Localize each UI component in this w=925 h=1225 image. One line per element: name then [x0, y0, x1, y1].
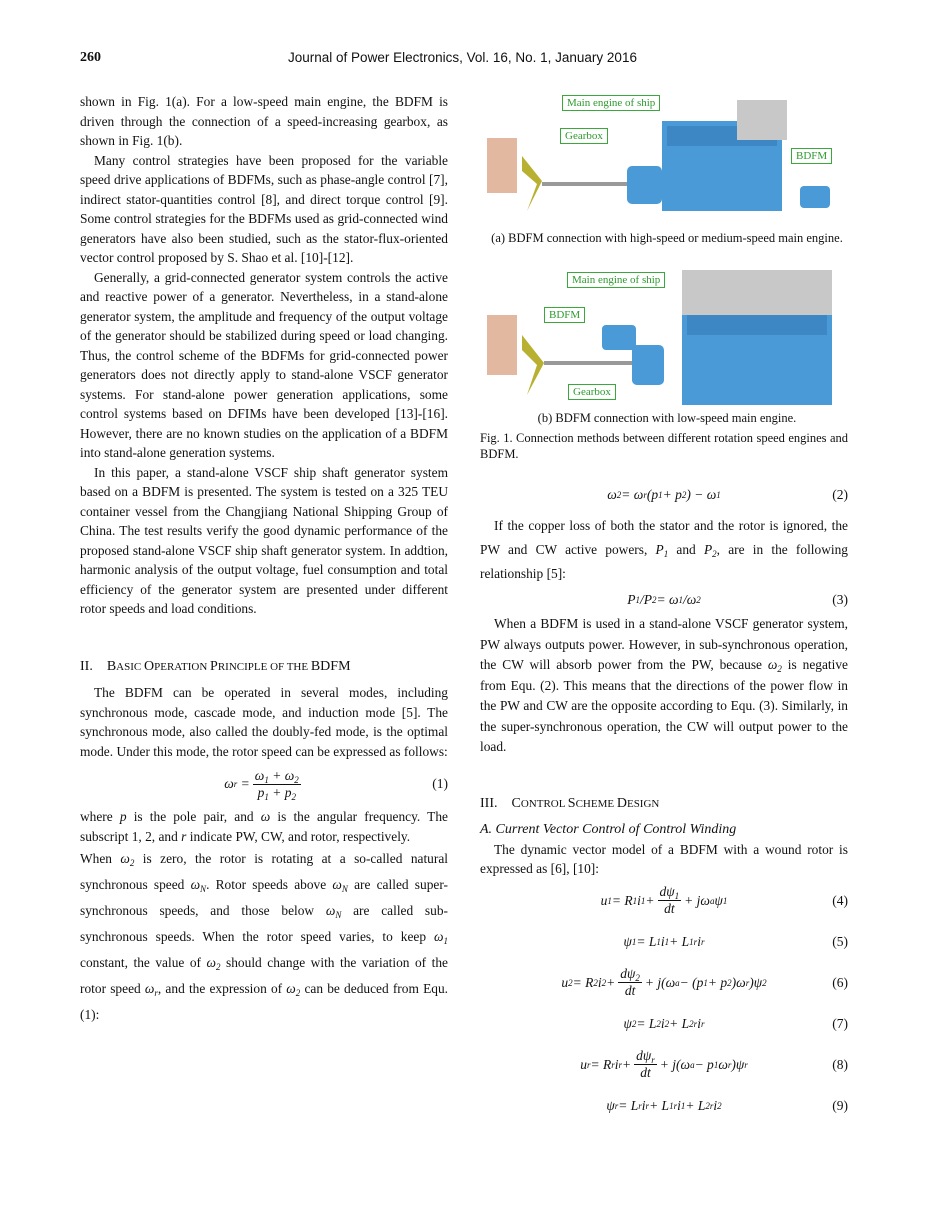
figure-1a	[482, 86, 848, 226]
math-symbol: $\omega_r$	[144, 981, 158, 998]
section-heading-2: II. BASIC OPERATION PRINCIPLE OF THE BDFM	[80, 658, 351, 674]
equation-9: ψ r = L r i r + L 1r i 1 + L 2r i 2 (9)	[606, 1097, 848, 1113]
math-symbol: r	[181, 828, 187, 844]
math-symbol: $\omega_1$	[434, 929, 448, 946]
label-bdfm: BDFM	[544, 307, 585, 323]
math-symbol: $P_1$	[655, 542, 669, 559]
equation-7: ψ 2 = L 2 i 2 + L 2r i r (7)	[623, 1015, 848, 1031]
label-main-engine: Main engine of ship	[562, 95, 660, 111]
paragraph: When a BDFM is used in a stand-alone VSCF generator system, PW always outputs power. However, in sub-synchronous operation, the CW will absorb power from the PW, because $\omega_2$ is negative from Equ. (2). This means that the directions of the power flow in the PW and CW are the opposite according to Equ. (3). Similarly, in the super-synchronous operation, the CW will output power to the load.	[480, 616, 848, 754]
equation-4: u 1 = R 1 i 1 + $\frac{d\psi_1}{dt}$ + jω a ψ 1 (4)	[600, 884, 848, 916]
paragraph: shown in Fig. 1(a). For a low-speed main engine, the BDFM is driven through the connection of a speed-increasing gearbox, as shown in Fig. 1(b).	[80, 94, 448, 148]
math-symbol: $\omega_N$	[325, 903, 342, 920]
paragraph: When $\omega_2$ is zero, the rotor is rotating at a so-called natural synchronous speed $\omega_N$. Rotor speeds above $\omega_N$ are called super-synchronous speeds, and those below $\omega_N$ are called sub-synchronous speeds. When the rotor speed varies, to keep $\omega_1$ constant, the value of $\omega_2$ should change with the variation of the rotor speed $\omega_r$, and the expression of $\omega_2$ can be deduced from Equ. (1):	[80, 851, 449, 1022]
label-gearbox: Gearbox	[560, 128, 608, 144]
math-symbol: $\omega_N$	[332, 877, 348, 894]
math-symbol: $\omega_N$	[190, 877, 207, 894]
math-symbol: $\omega_2$	[286, 981, 301, 998]
equation-6: u 2 = R 2 i 2 + $\frac{d\psi_2}{dt}$ + j(ω a − (p 1 + p 2 )ω r )ψ 2 (6)	[561, 966, 848, 998]
caption-1b: (b) BDFM connection with low-speed main engine.	[537, 411, 797, 425]
equation-3: P 1 /P 2 = ω 1 /ω 2 (3)	[627, 592, 848, 608]
equation-8: u r = R r i r + $\frac{d\psi_r}{dt}$ + j(ω a − p 1 ω r )ψ r (8)	[580, 1048, 848, 1080]
left-column	[80, 92, 448, 1028]
label-gearbox: Gearbox	[568, 384, 616, 400]
equation-2: ω 2 = ω r (p 1 + p 2 ) − ω 1 (2)	[607, 487, 848, 503]
figure-caption: Fig. 1. Connection methods between different rotation speed engines and BDFM.	[480, 431, 848, 461]
math-symbol: $\omega_2$	[206, 955, 221, 972]
label-main-engine: Main engine of ship	[567, 272, 665, 288]
paragraph: If the copper loss of both the stator and the rotor is ignored, the PW and CW active powers, $P_1$ and $P_2$, are in the following relationship [5]:	[480, 518, 848, 581]
label-bdfm: BDFM	[791, 148, 832, 164]
math-symbol: ω	[260, 809, 271, 824]
paragraph: The BDFM can be operated in several modes, including synchronous mode, cascade mode, and induction mode [5]. The synchronous mode, also called the doubly-fed mode, is the optimal mode. Under this mode, the rotor speed can be expressed as follows:	[80, 685, 448, 759]
paragraph: The dynamic vector model of a BDFM with a wound rotor is expressed as [6], [10]:	[480, 841, 848, 876]
paragraph: In this paper, a stand-alone VSCF ship shaft generator system based on a BDFM is presented. The system is tested on a 325 TEU container vessel from the Changjiang National Shipping Group of China. The test results verify the good dynamic performance of the proposed stand-alone VSCF ship shaft generator system. In addtion, harmonic analysis of the output voltage, fuel consumption and total efficiency of the generator system are presented under different rotor speeds and load conditions.	[80, 464, 448, 616]
math-symbol: $\omega_2$	[767, 657, 782, 674]
section-heading-3: III. CONTROL SCHEME DESIGN	[480, 795, 660, 811]
paragraph: Generally, a grid-connected generator system controls the active and reactive power of a generator. Nevertheless, in a stand-alone generator system, the amplitude and frequency of the output voltage of the generator should be stabilized during speed or load changing. Thus, the control scheme of the BDFMs for grid-connected power generators does not directly apply to stand-alone VSCF generator systems. For stand-alone power generation applications, some control systems based on DFIMs have been developed [13]-[16]. However, there are no known studies on the application of a BDFM into stand-alone generation systems.	[80, 269, 448, 460]
equation-5: ψ 1 = L 1 i 1 + L 1r i r (5)	[623, 933, 848, 949]
math-symbol: $P_2$	[703, 542, 717, 559]
math-symbol: $\omega_2$	[120, 851, 135, 868]
paragraph: Many control strategies have been proposed for the variable speed drive applications of BDFMs, such as phase-angle control [7], indirect stator-quantities control [8], and direct torque control [9]. Some control strategies for the BDFMs used as grid-connected wind generators have also been studied, such as the stator-flux-oriented vector control proposed by S. Shao et al. [10]-[12].	[80, 152, 448, 265]
math-symbol: p	[119, 809, 127, 824]
equation-1: ω r = $\frac{\omega_1 + \omega_2}{p_1 + p_2}$ (1)	[224, 767, 448, 802]
page-number: 260	[80, 50, 101, 65]
subsection-heading: A. Current Vector Control of Control Winding	[480, 822, 737, 837]
caption-1a: (a) BDFM connection with high-speed or medium-speed main engine.	[491, 231, 843, 245]
paragraph: where p is the pole pair, and ω is the angular frequency. The subscript 1, 2, and r indicate PW, CW, and rotor, respectively.	[80, 809, 448, 844]
figure-1b	[482, 265, 848, 407]
right-column	[480, 476, 848, 1125]
running-header: Journal of Power Electronics, Vol. 16, No. 1, January 2016	[288, 50, 637, 65]
